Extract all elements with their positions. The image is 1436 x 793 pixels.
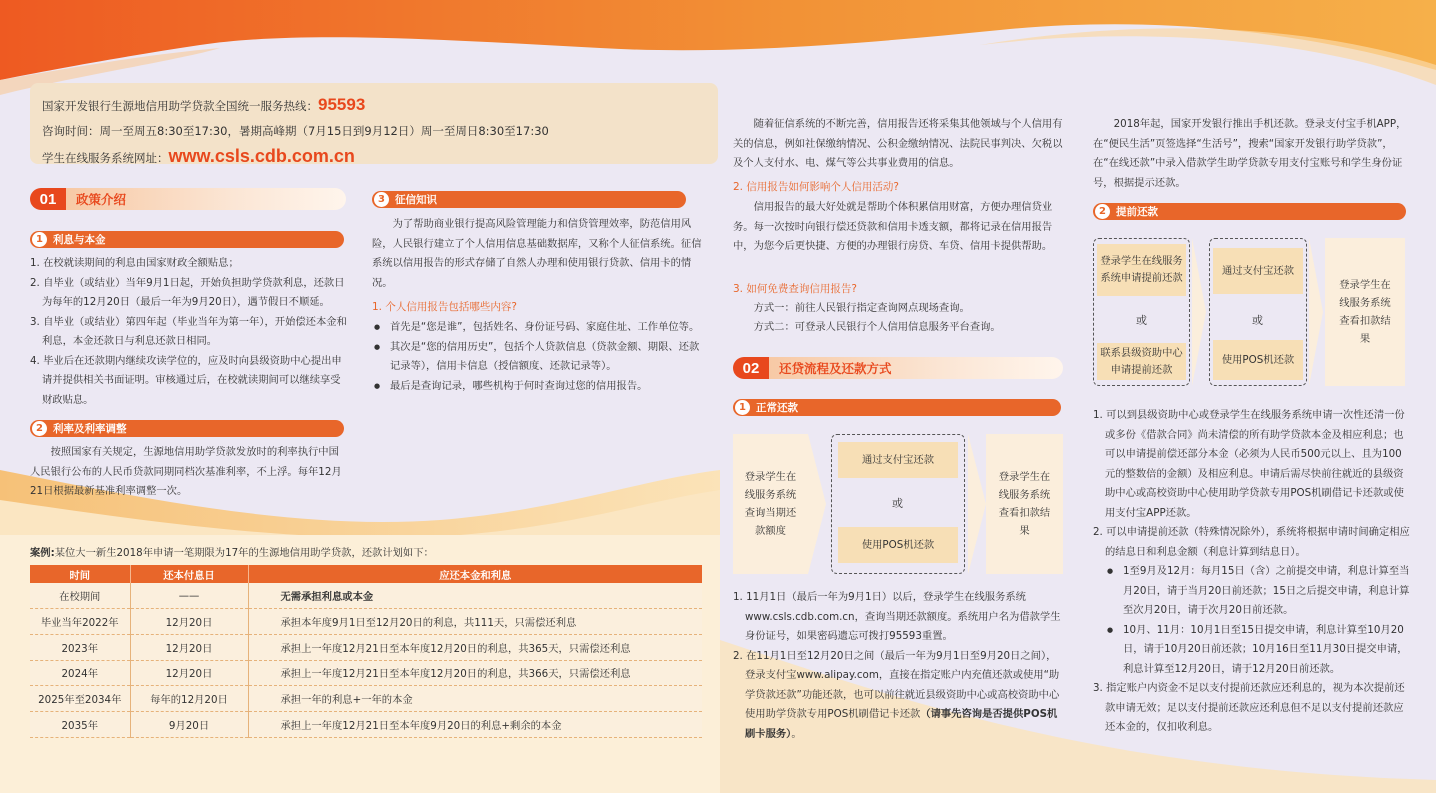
- query-way-1: 方式一：前往人民银行指定查询网点现场查询。: [753, 302, 970, 314]
- chevron-right-icon: [808, 434, 828, 574]
- list-item: 2. 可以申请提前还款（特殊情况除外），系统将根据申请时间确定相应的结息日和利息金额（利息计算到结息日）。: [1093, 526, 1410, 558]
- subhead-number: 1: [32, 232, 47, 247]
- cell-amount: 承担一年的利息+一年的本金: [248, 686, 702, 712]
- hotline-panel: [30, 83, 718, 164]
- section-02-header: [733, 357, 1063, 379]
- website-url[interactable]: www.csls.cdb.com.cn: [168, 146, 355, 166]
- table-row: [30, 686, 702, 712]
- table-row: [30, 634, 702, 660]
- or-label: 或: [1252, 314, 1263, 327]
- table-row: [30, 660, 702, 686]
- subhead-early-repayment: [1093, 203, 1406, 220]
- table-row: [30, 711, 702, 737]
- subhead-title: 利率及利率调整: [53, 423, 127, 435]
- cell-time: 2024年: [30, 660, 130, 686]
- list-item: 1. 11月1日（最后一年为9月1日）以后，登录学生在线服务系统www.csls.cdb.com.cn，查询当期还款额度。系统用户名为借款学生身份证号，如果密码遗忘可拨打95593重置。: [733, 591, 1061, 642]
- subhead-title: 正常还款: [756, 402, 798, 414]
- website-label: 学生在线服务系统网址：: [42, 151, 169, 165]
- interest-principal-list: [30, 254, 348, 410]
- list-item: 2. 自毕业（或结业）当年9月1日起，开始负担助学贷款利息，还款日为每年的12月20日（最后一年为9月20日），遇节假日不顺延。: [30, 276, 345, 308]
- case-text: 某位大一新生2018年申请一笔期限为17年的生源地信用助学贷款，还款计划如下：: [54, 547, 434, 559]
- early-repayment-list: [1093, 406, 1411, 738]
- list-item-end: 。: [791, 727, 802, 740]
- subhead-interest-principal: [30, 231, 344, 248]
- flow-step-result: 登录学生在线服务系统查看扣款结果: [1325, 238, 1405, 386]
- bullet-list: [1093, 562, 1411, 679]
- option-pos: 使用POS机还款: [838, 527, 958, 563]
- cell-date: 9月20日: [130, 711, 248, 737]
- subhead-credit-knowledge: [372, 191, 686, 208]
- cell-date: 12月20日: [130, 634, 248, 660]
- table-row: [30, 609, 702, 635]
- section-01-header: [30, 188, 346, 210]
- chevron-right-icon: [968, 434, 988, 574]
- query-way-2: 方式二：可登录人民银行个人信用信息服务平台查询。: [753, 321, 1001, 333]
- list-item: 3. 指定账户内资金不足以支付提前还款应还利息的，视为本次提前还款申请无效；足以支付提前还款应还利息但不足以支付提前还款应还本金的，仅扣收利息。: [1093, 682, 1405, 733]
- or-label: 或: [892, 497, 903, 510]
- hotline-number: 95593: [318, 95, 366, 114]
- interest-rate-text: 按照国家有关规定，生源地信用助学贷款发放时的利率执行中国人民银行公布的人民币贷款同期同档次基准利率，不上浮。每年12月21日根据最新基准利率调整一次。: [30, 446, 342, 497]
- column-header: 应还本金和利息: [248, 565, 702, 583]
- section-title: 政策介绍: [66, 188, 346, 210]
- list-item-emphasis: （请事先咨询是否提供POS机刷卡服务）: [745, 708, 1058, 740]
- cell-time: 在校期间: [30, 583, 130, 609]
- cell-amount: 无需承担利息或本金: [248, 583, 702, 609]
- section-number: 02: [733, 357, 769, 379]
- subhead-number: 3: [374, 192, 389, 207]
- question-2: 2. 信用报告如何影响个人信用活动?: [733, 181, 899, 193]
- cell-time: 2025年至2034年: [30, 686, 130, 712]
- option-apply-county: 联系县级资助中心申请提前还款: [1097, 343, 1186, 380]
- cell-amount: 承担本年度9月1日至12月20日的利息，共111天，只需偿还利息: [248, 609, 702, 635]
- option-alipay: 通过支付宝还款: [1213, 248, 1303, 294]
- subhead-interest-rate: [30, 420, 344, 437]
- list-item: [733, 647, 1065, 745]
- chevron-right-icon: [1192, 238, 1208, 386]
- option-pos: 使用POS机还款: [1213, 340, 1303, 380]
- subhead-number: 2: [1095, 204, 1110, 219]
- list-item: ● 10月、11月：10月1日至15日提交申请，利息计算至10月20日，请于10月20日前还款；10月16日至11月30日提交申请，利息计算至12月20日，请于12月20日前还款。: [1105, 621, 1411, 680]
- cell-date: 12月20日: [130, 660, 248, 686]
- case-label: 案例:: [30, 547, 55, 559]
- flow-step-result: 登录学生在线服务系统查看扣款结果: [986, 434, 1063, 574]
- cell-date: 每年的12月20日: [130, 686, 248, 712]
- list-item: 1. 在校就读期间的利息由国家财政全额贴息；: [30, 257, 239, 269]
- hotline-label: 国家开发银行生源地信用助学贷款全国统一服务热线：: [42, 99, 318, 113]
- list-item-text: 2. 在11月1日至12月20日之间（最后一年为9月1日至9月20日之间），登录支付宝www.alipay.com，直接在指定账户内充值还款或使用“助学贷款还款”功能还款，也可以前往就近县级资助中心或高校资助中心使用助学贷款专用POS机刷借记卡还款: [733, 649, 1060, 720]
- question-1: 1. 个人信用报告包括哪些内容?: [372, 301, 517, 313]
- section-title: 还贷流程及还款方式: [769, 357, 1063, 379]
- list-item: ● 其次是“您的信用历史”，包括个人贷款信息（贷款金额、期限、还款记录等），信用卡信息（授信额度、还款记录等）。: [372, 338, 704, 377]
- normal-repayment-list: [733, 588, 1065, 744]
- list-item: ● 首先是“您是谁”，包括姓名、身份证号码、家庭住址、工作单位等。: [372, 318, 704, 338]
- subhead-title: 提前还款: [1116, 206, 1158, 218]
- chevron-right-icon: [1309, 238, 1325, 386]
- option-alipay: 通过支付宝还款: [838, 442, 958, 478]
- subhead-number: 2: [32, 421, 47, 436]
- cell-amount: 承担上一年度12月21日至本年度12月20日的利息，共366天，只需偿还利息: [248, 660, 702, 686]
- hotline-line: [42, 92, 706, 119]
- question-3: 3. 如何免费查询信用报告?: [733, 283, 857, 295]
- case-caption: [30, 544, 434, 559]
- column-header: 还本付息日: [130, 565, 248, 583]
- consult-time: 咨询时间：周一至周五8:30至17:30，暑期高峰期（7月15日到9月12日）周一至周日8:30至17:30: [42, 124, 549, 138]
- subhead-number: 1: [735, 400, 750, 415]
- flow-step-query: 登录学生在线服务系统查询当期还款额度: [733, 434, 808, 574]
- cell-date: ——: [130, 583, 248, 609]
- or-label: 或: [1136, 314, 1147, 327]
- subhead-normal-repayment: [733, 399, 1061, 416]
- subhead-title: 征信知识: [395, 194, 437, 206]
- table-row: [30, 583, 702, 609]
- question-1-list: [372, 318, 704, 396]
- list-item: 4. 毕业后在还款期内继续攻读学位的，应及时向县级资助中心提出申请并提供相关书面证明。审核通过后，在校就读期间可以继续享受财政贴息。: [30, 354, 342, 406]
- cell-time: 2023年: [30, 634, 130, 660]
- option-apply-online: 登录学生在线服务系统申请提前还款: [1097, 244, 1186, 296]
- subhead-title: 利息与本金: [53, 234, 106, 246]
- mobile-repayment-intro: 2018年起，国家开发银行推出手机还款。登录支付宝手机APP，在“便民生活”页签选择“生活号”，搜索“国家开发银行助学贷款”，在“在线还款”中录入借款学生助学贷款专用支付宝账号和学生身份证号，根据提示还款。: [1093, 118, 1407, 189]
- cell-amount: 承担上一年度12月21日至本年度12月20日的利息，共365天，只需偿还利息: [248, 634, 702, 660]
- column-header: 时间: [30, 565, 130, 583]
- credit-intro-continued: 随着征信系统的不断完善，信用报告还将采集其他领域与个人信用有关的信息，例如社保缴纳情况、公积金缴纳情况、法院民事判决、欠税以及个人支付水、电、煤气等公共事业费用的信息。: [733, 118, 1063, 169]
- list-item: ● 1至9月及12月：每月15日（含）之前提交申请，利息计算至当月20日，请于当月20日前还款；15日之后提交申请，利息计算至次月20日，请于次月20日前还款。: [1105, 562, 1411, 621]
- list-item: 1. 可以到县级资助中心或登录学生在线服务系统申请一次性还清一份或多份《借款合同》尚未清偿的所有助学贷款本金及相应利息；也可以申请提前偿还部分本金（必须为人民币500元以上、且为100元的整数倍的金额）及相应利息。申请后需尽快前往就近的县级资助中心或高校资助中心使用助学贷款专用POS机刷借记卡还款或使用支付宝APP还款。: [1093, 409, 1405, 519]
- list-item: ● 最后是查询记录，哪些机构于何时查询过您的信用报告。: [372, 377, 704, 397]
- repayment-plan-table: [30, 565, 702, 738]
- cell-date: 12月20日: [130, 609, 248, 635]
- list-item: 3. 自毕业（或结业）第四年起（毕业当年为第一年），开始偿还本金和利息，本金还款日与利息还款日相同。: [30, 315, 347, 347]
- table-header-row: [30, 565, 702, 583]
- website-line: [42, 144, 706, 171]
- cell-time: 2035年: [30, 711, 130, 737]
- section-number: 01: [30, 188, 66, 210]
- cell-time: 毕业当年2022年: [30, 609, 130, 635]
- credit-intro: 为了帮助商业银行提高风险管理能力和信贷管理效率，防范信用风险，人民银行建立了个人信用信息基础数据库，又称个人征信系统。征信系统以信用报告的形式存储了自然人办理和使用银行贷款、信用卡的情况。: [372, 218, 702, 289]
- question-2-text: 信用报告的最大好处就是帮助个体积累信用财富，方便办理信贷业务。每一次按时向银行偿还贷款和信用卡透支额，都将记录在信用报告中，为您今后更快捷、方便的办理银行房贷、车贷、信用卡提供帮助。: [733, 201, 1053, 252]
- cell-amount: 承担上一年度12月21日至本年度9月20日的利息+剩余的本金: [248, 711, 702, 737]
